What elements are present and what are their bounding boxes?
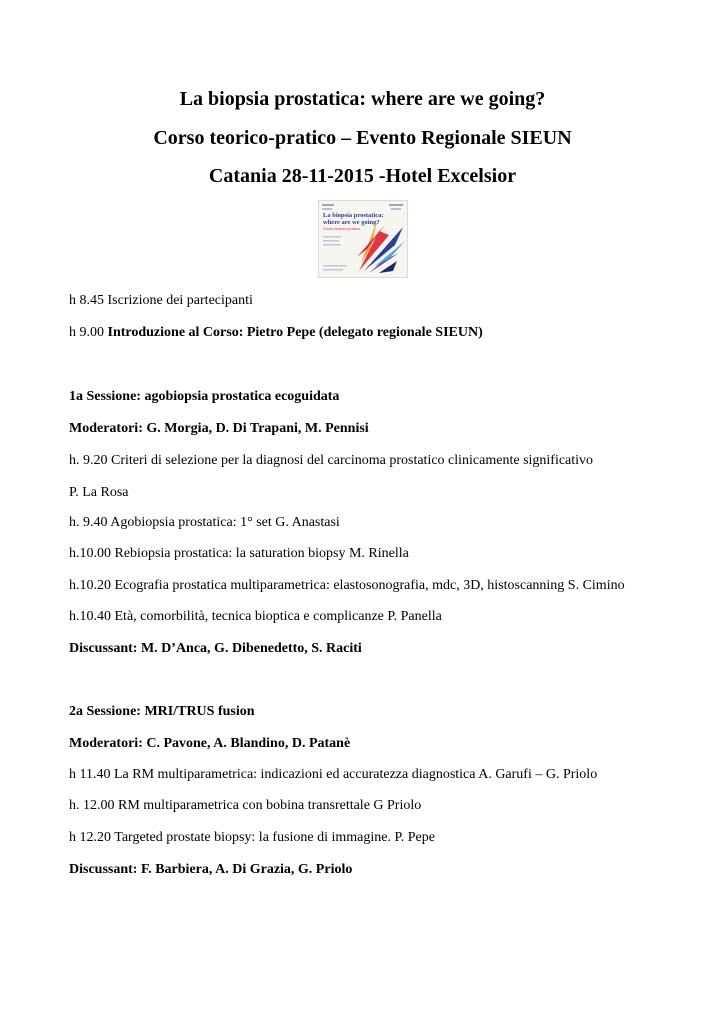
session2-discussants: Discussant: F. Barbiera, A. Di Grazia, G. Priolo (69, 862, 353, 877)
session1-item: h.10.40 Età, comorbilità, tecnica bioptica e complicanze P. Panella (69, 609, 442, 624)
session2-item: h 11.40 La RM multiparametrica: indicazioni ed accuratezza diagnostica A. Garufi – G. Priolo (69, 767, 598, 782)
event-poster-image (318, 200, 408, 278)
session1-title: 1a Sessione: agobiopsia prostatica ecoguidata (69, 389, 340, 404)
session2-item: h 12.20 Targeted prostate biopsy: la fusione di immagine. P. Pepe (69, 830, 435, 845)
intro-text: Introduzione al Corso: Pietro Pepe (delegato regionale SIEUN) (107, 325, 483, 340)
poster-heading: La biopsia prostatica: (323, 212, 384, 219)
event-location-date: Catania 28-11-2015 -Hotel Excelsior (208, 165, 517, 187)
session2-moderators: Moderatori: C. Pavone, A. Blandino, D. Patanè (69, 736, 351, 751)
event-title: La biopsia prostatica: where are we going? (179, 88, 546, 110)
poster-artwork (319, 201, 407, 277)
session1-item: h. 9.40 Agobiopsia prostatica: 1° set G. Anastasi (69, 515, 340, 530)
session1-item: h. 9.20 Criteri di selezione per la diagnosi del carcinoma prostatico clinicamente significativo (69, 453, 594, 468)
registration-line: h 8.45 Iscrizione dei partecipanti (69, 293, 253, 308)
poster-subheading: where are we going? (323, 219, 380, 226)
intro-time: h 9.00 (69, 325, 108, 340)
session1-item: h.10.00 Rebiopsia prostatica: la saturation biopsy M. Rinella (69, 546, 409, 561)
session1-discussants: Discussant: M. D’Anca, G. Dibenedetto, S. Raciti (69, 641, 362, 656)
session1-item: h.10.20 Ecografia prostatica multiparametrica: elastosonografia, mdc, 3D, histoscanning S. Cimino (69, 578, 625, 593)
poster-tagline: Corso teorico-pratico (323, 226, 361, 231)
event-subtitle: Corso teorico-pratico – Evento Regionale SIEUN (153, 127, 572, 149)
intro-line (69, 325, 483, 341)
session2-title: 2a Sessione: MRI/TRUS fusion (69, 704, 255, 719)
session1-moderators: Moderatori: G. Morgia, D. Di Trapani, M. Pennisi (69, 421, 369, 436)
session2-item: h. 12.00 RM multiparametrica con bobina transrettale G Priolo (69, 798, 422, 813)
session1-item-speaker: P. La Rosa (69, 485, 129, 500)
